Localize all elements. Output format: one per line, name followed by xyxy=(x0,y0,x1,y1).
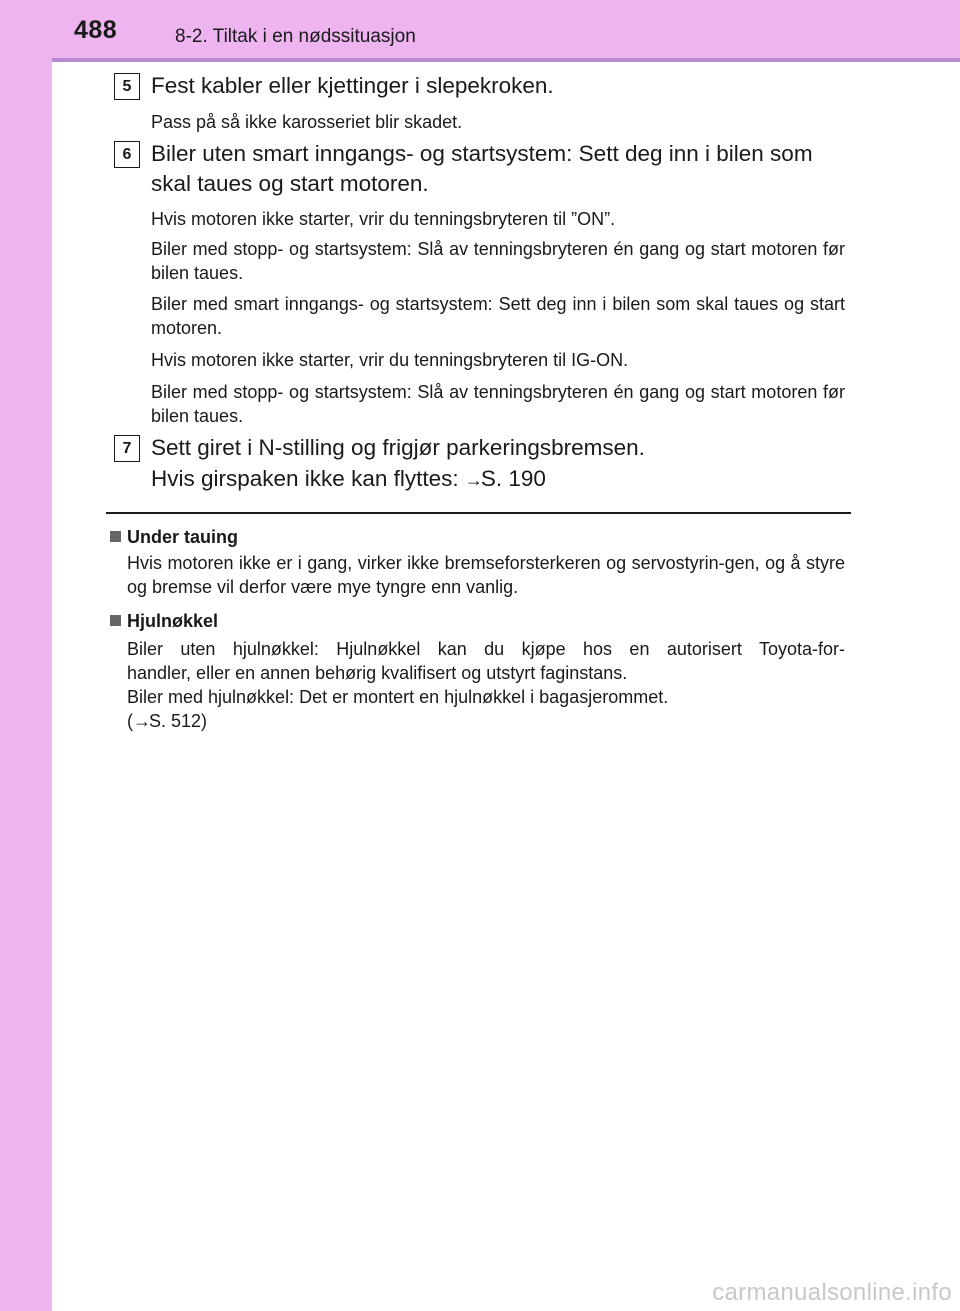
step-paragraph: Biler med smart inngangs- og startsystem: Sett deg inn i bilen som skal taues og start motoren. xyxy=(151,294,845,338)
step-paragraph: Biler med stopp- og startsystem: Slå av tenningsbryteren én gang og start motoren før bilen taues. xyxy=(151,382,845,426)
note-body: Hvis motoren ikke er i gang, virker ikke bremseforsterkeren og servostyrin-gen, og å styre og bremse vil derfor være mye tyngre enn vanlig. xyxy=(127,553,845,597)
step-paragraph: Hvis motoren ikke starter, vrir du tenningsbryteren til ”ON”. xyxy=(151,209,616,229)
step-title-line-1: Biler uten smart inngangs- og startsystem: Sett deg inn i bilen som xyxy=(151,141,813,166)
arrow-right-icon: → xyxy=(464,470,481,490)
step-line-2-text: Hvis girspaken ikke kan flyttes: xyxy=(151,466,465,491)
note-reference-line xyxy=(127,709,845,733)
page-number: 488 xyxy=(74,16,118,44)
section-divider xyxy=(106,512,851,514)
step-paragraph: Biler med stopp- og startsystem: Slå av tenningsbryteren én gang og start motoren før bilen taues. xyxy=(151,239,845,283)
step-line-2 xyxy=(151,463,851,496)
note-line: Biler uten hjulnøkkel: Hjulnøkkel kan du kjøpe hos en autorisert Toyota-for- xyxy=(127,639,845,659)
header-color-band xyxy=(0,0,960,58)
step-number-badge: 7 xyxy=(114,435,140,462)
note-line: handler, eller en annen behørig kvalifisert og utstyrt faginstans. xyxy=(127,663,628,683)
paren-open: ( xyxy=(127,711,133,731)
page-reference-link[interactable]: S. 512) xyxy=(149,711,208,731)
arrow-right-icon: → xyxy=(133,711,149,731)
step-number-badge: 6 xyxy=(114,141,140,168)
left-color-band xyxy=(0,0,52,1311)
step-title-line-2: skal taues og start motoren. xyxy=(151,171,429,196)
note-heading xyxy=(110,609,218,633)
step-number-badge: 5 xyxy=(114,73,140,100)
square-bullet-icon xyxy=(110,615,121,626)
note-heading xyxy=(110,525,238,549)
step-title: Sett giret i N-stilling og frigjør parkeringsbremsen. xyxy=(151,435,645,460)
step-paragraph: Pass på så ikke karosseriet blir skadet. xyxy=(151,112,463,132)
square-bullet-icon xyxy=(110,531,121,542)
watermark: carmanualsonline.info xyxy=(712,1279,952,1306)
step-paragraph: Hvis motoren ikke starter, vrir du tenningsbryteren til IG-ON. xyxy=(151,350,629,370)
step-title: Fest kabler eller kjettinger i slepekroken. xyxy=(151,73,554,98)
section-title: 8-2. Tiltak i en nødssituasjon xyxy=(175,26,416,47)
note-line: Biler med hjulnøkkel: Det er montert en hjulnøkkel i bagasjerommet. xyxy=(127,687,669,707)
page-reference-link[interactable]: S. 190 xyxy=(480,466,546,491)
note-heading-text: Under tauing xyxy=(127,527,238,547)
note-heading-text: Hjulnøkkel xyxy=(127,611,219,631)
note-body xyxy=(127,637,845,733)
header-divider xyxy=(52,58,960,62)
